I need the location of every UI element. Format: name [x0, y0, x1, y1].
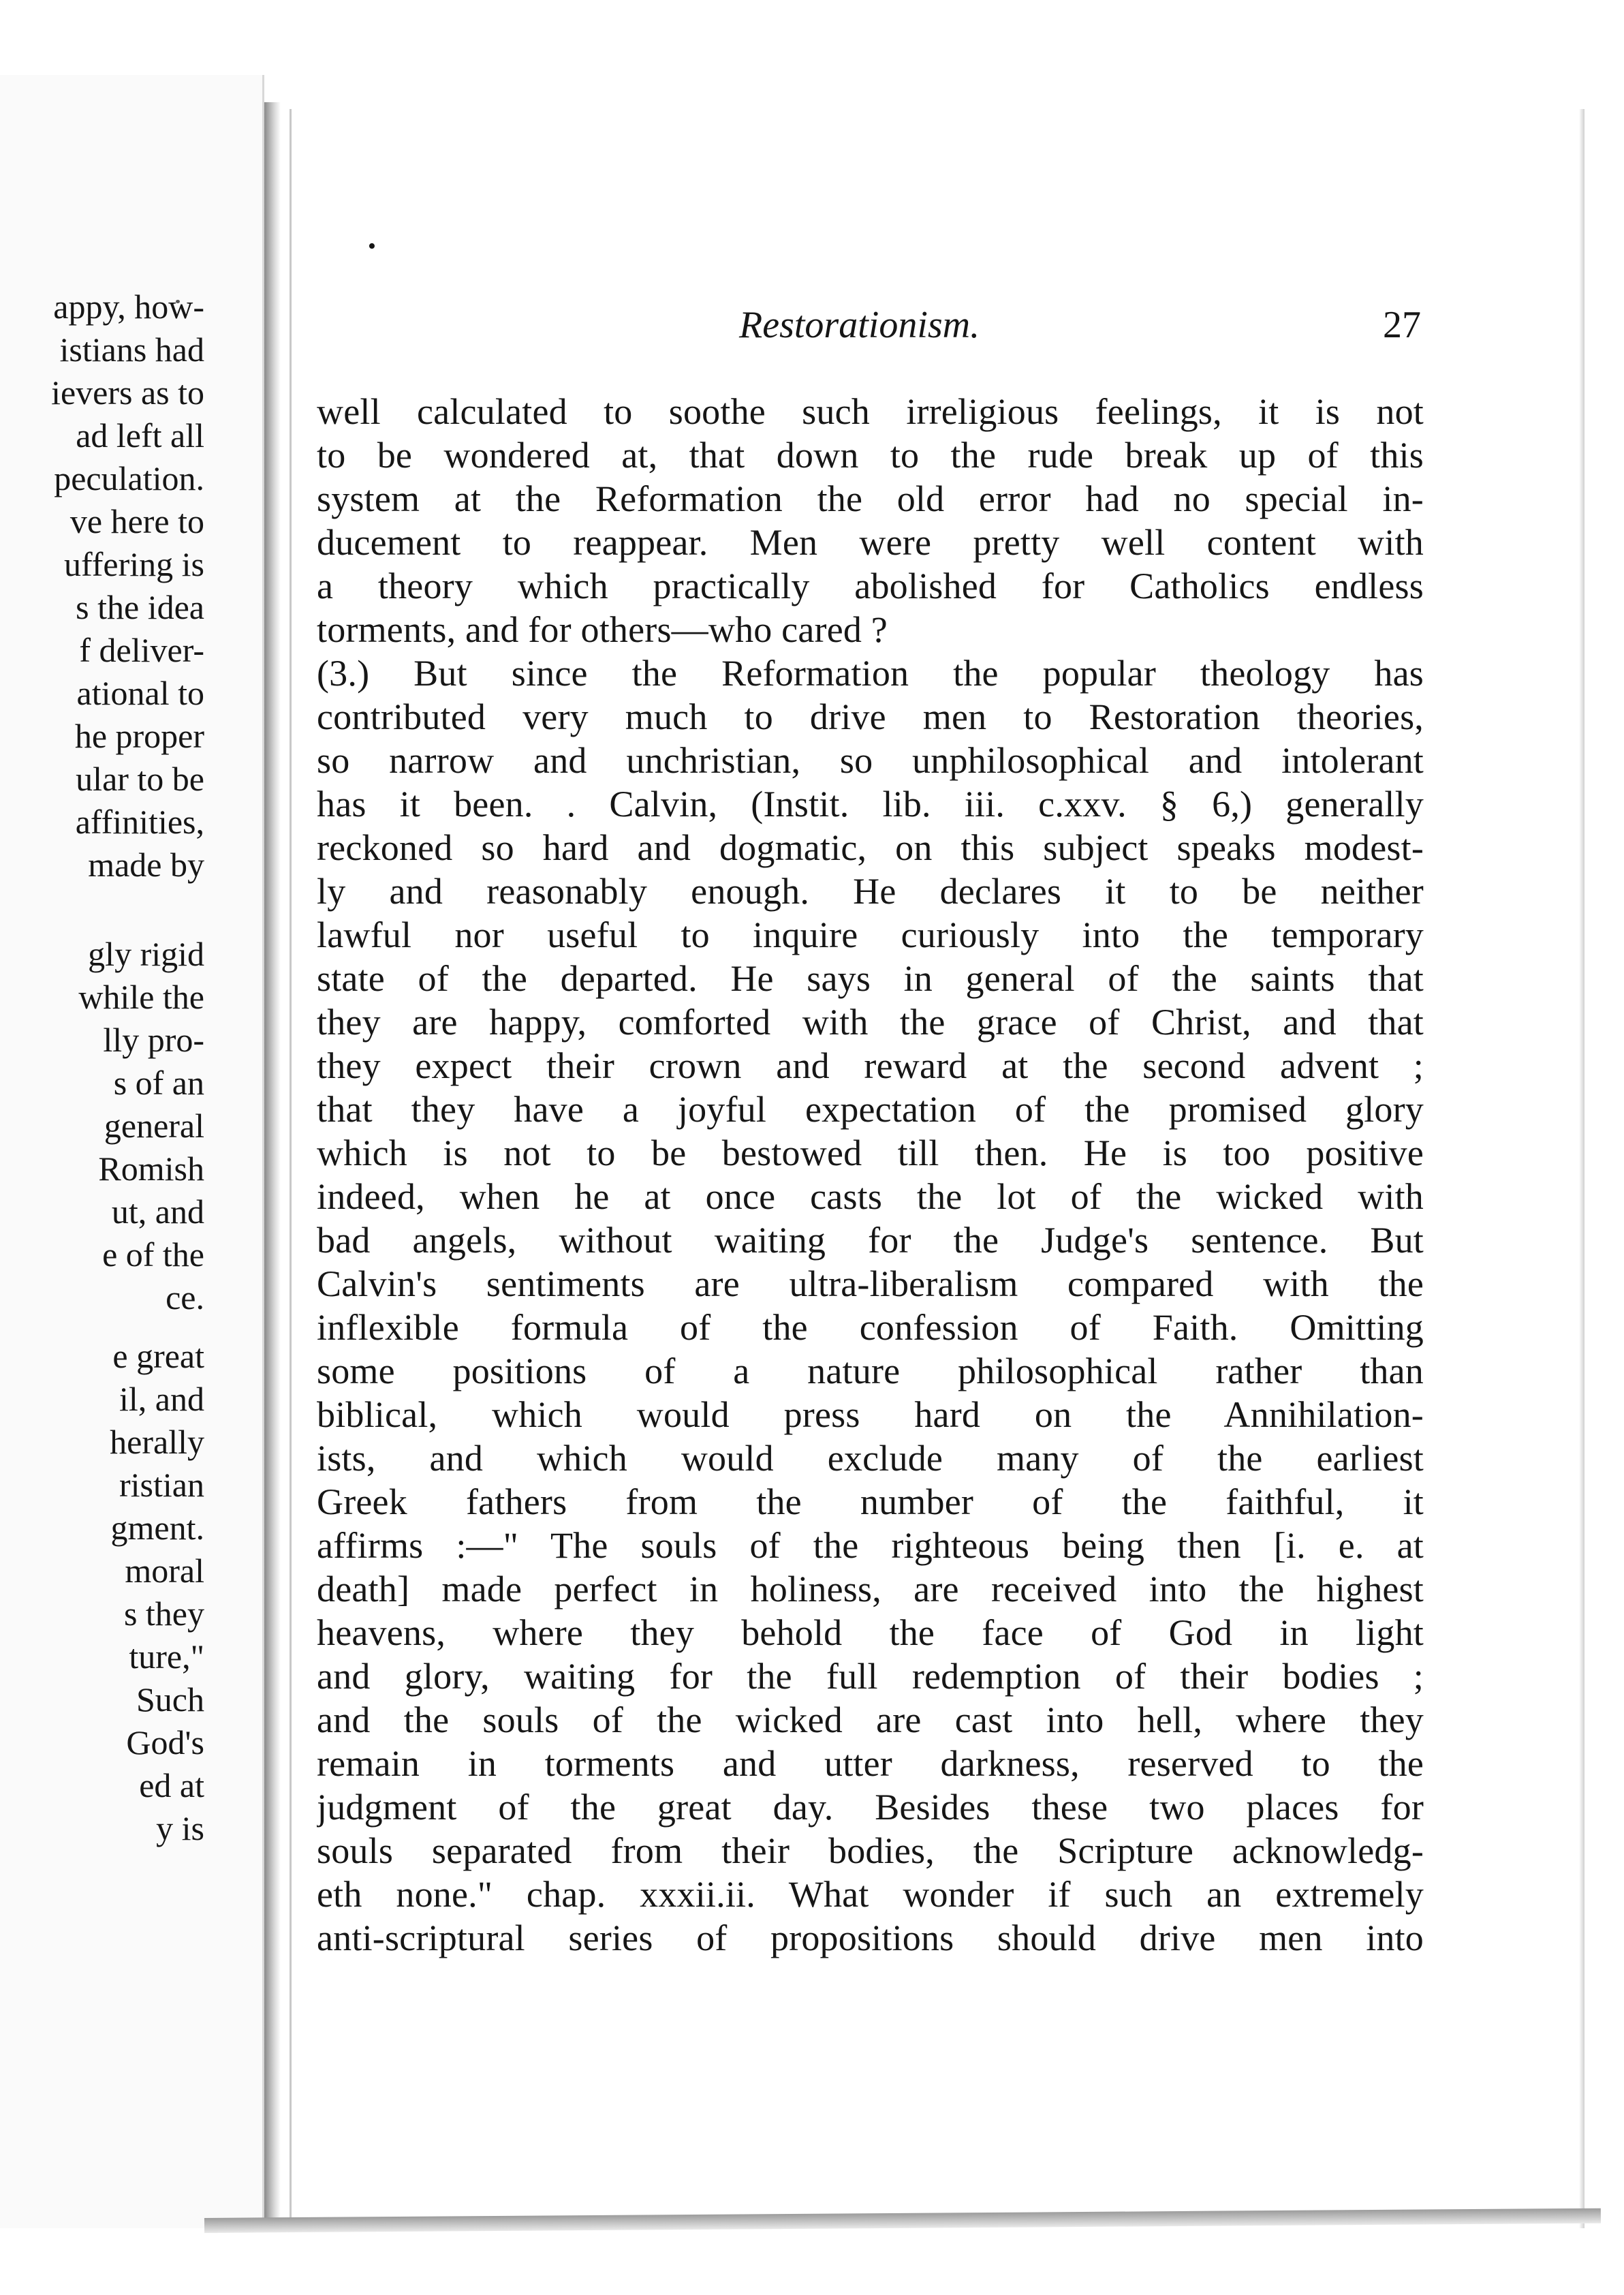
previous-page-line: ular to be	[76, 760, 204, 798]
text-line: state of the departed. He says in general of the saints that	[317, 958, 1424, 999]
text-line: indeed, when he at once casts the lot of the wicked with	[317, 1176, 1424, 1217]
previous-page-line: ve here to	[69, 502, 204, 540]
previous-page-line: God's	[126, 1723, 204, 1761]
previous-page-line: ristian	[119, 1466, 204, 1504]
previous-page-line: ational to	[76, 674, 204, 712]
text-line: ly and reasonably enough. He declares it to be neither	[317, 871, 1424, 912]
text-line: they expect their crown and reward at the second advent ;	[317, 1045, 1424, 1086]
book-gutter-shadow	[264, 102, 281, 2228]
page-number: 27	[1383, 304, 1421, 346]
previous-page-line: moral	[125, 1552, 204, 1590]
previous-page-line: herally	[110, 1423, 204, 1461]
previous-page-line: il, and	[119, 1380, 204, 1418]
text-line: bad angels, without waiting for the Judge's sentence. But	[317, 1220, 1424, 1261]
text-line: well calculated to soothe such irreligious feelings, it is not	[317, 391, 1424, 432]
previous-page-text	[0, 75, 204, 2228]
previous-page-line: ce.	[166, 1278, 204, 1316]
text-line: to be wondered at, that down to the rude break up of this	[317, 435, 1424, 476]
previous-page-line: ut, and	[111, 1192, 204, 1231]
text-line: some positions of a nature philosophical rather than	[317, 1351, 1424, 1391]
previous-page-line: istians had	[59, 330, 204, 369]
text-line: heavens, where they behold the face of God in light	[317, 1612, 1424, 1653]
previous-page-line: ture,"	[129, 1637, 204, 1676]
text-line: death] made perfect in holiness, are received into the highest	[317, 1569, 1424, 1609]
text-line: so narrow and unchristian, so unphilosophical and intolerant	[317, 740, 1424, 781]
text-line: eth none." chap. xxxii.ii. What wonder if such an extremely	[317, 1874, 1424, 1915]
text-line: lawful nor useful to inquire curiously into the temporary	[317, 914, 1424, 955]
previous-page-line: ed at	[139, 1766, 204, 1804]
previous-page-line: s the idea	[76, 588, 204, 626]
text-line: anti-scriptural series of propositions should drive men into	[317, 1917, 1424, 1958]
previous-page-line: uffering is	[64, 545, 204, 583]
text-line: has it been. . Calvin, (Instit. lib. iii. c.xxv. § 6,) generally	[317, 784, 1424, 825]
previous-page-line: s of an	[113, 1064, 204, 1102]
text-line: ducement to reappear. Men were pretty well content with	[317, 522, 1424, 563]
previous-page-line: ad left all	[76, 416, 204, 455]
text-line: Greek fathers from the number of the faithful, it	[317, 1481, 1424, 1522]
previous-page-fragment	[0, 75, 264, 2228]
text-line: ists, and which would exclude many of the earliest	[317, 1438, 1424, 1479]
previous-page-line: affinities,	[75, 803, 204, 841]
previous-page-line: s they	[123, 1595, 204, 1633]
text-line: a theory which practically abolished for Catholics endless	[317, 566, 1424, 606]
ink-mark: •	[368, 234, 376, 259]
text-line: contributed very much to drive men to Restoration theories,	[317, 696, 1424, 737]
text-line: and the souls of the wicked are cast into hell, where they	[317, 1699, 1424, 1740]
previous-page-line: while the	[78, 978, 204, 1016]
text-line: and glory, waiting for the full redemption of their bodies ;	[317, 1656, 1424, 1697]
text-line: remain in torments and utter darkness, reserved to the	[317, 1743, 1424, 1784]
text-line: souls separated from their bodies, the Scripture acknowledg-	[317, 1830, 1424, 1871]
text-line: affirms :—" The souls of the righteous being then [i. e. at	[317, 1525, 1424, 1566]
text-line: inflexible formula of the confession of Faith. Omitting	[317, 1307, 1424, 1348]
text-line: (3.) But since the Reformation the popular theology has	[317, 653, 1424, 694]
text-line: which is not to be bestowed till then. He is too positive	[317, 1133, 1424, 1173]
previous-page-line: lly pro-	[103, 1021, 204, 1059]
previous-page-line: made by	[88, 846, 204, 884]
text-line: judgment of the great day. Besides these two places for	[317, 1787, 1424, 1828]
text-line: that they have a joyful expectation of the promised glory	[317, 1089, 1424, 1130]
previous-page-line: f deliver-	[79, 631, 204, 669]
running-head: Restorationism.	[739, 304, 980, 346]
previous-page-line: Romish	[98, 1150, 204, 1188]
previous-page-line: general	[104, 1107, 204, 1145]
previous-page-line: he proper	[74, 717, 204, 755]
text-line: torments, and for others—who cared ?	[317, 609, 888, 650]
text-line: system at the Reformation the old error had no special in-	[317, 478, 1424, 519]
previous-page-line: Such	[136, 1680, 204, 1719]
text-line: they are happy, comforted with the grace of Christ, and that	[317, 1002, 1424, 1043]
previous-page-line: appy, how-	[53, 288, 204, 326]
previous-page-line: peculation.	[54, 459, 204, 497]
text-line: biblical, which would press hard on the Annihilation-	[317, 1394, 1424, 1435]
previous-page-line: gly rigid	[88, 935, 204, 973]
previous-page-line: y is	[156, 1809, 204, 1847]
body-text	[317, 390, 1424, 1960]
text-line: Calvin's sentiments are ultra-liberalism compared with the	[317, 1263, 1424, 1304]
text-line: reckoned so hard and dogmatic, on this subject speaks modest-	[317, 827, 1424, 868]
previous-page-line: gment.	[110, 1509, 204, 1547]
page-edge-shadow	[1579, 109, 1584, 2228]
previous-page-line: e of the	[102, 1235, 204, 1274]
previous-page-line: ievers as to	[51, 373, 204, 412]
previous-page-line: e great	[112, 1337, 204, 1375]
